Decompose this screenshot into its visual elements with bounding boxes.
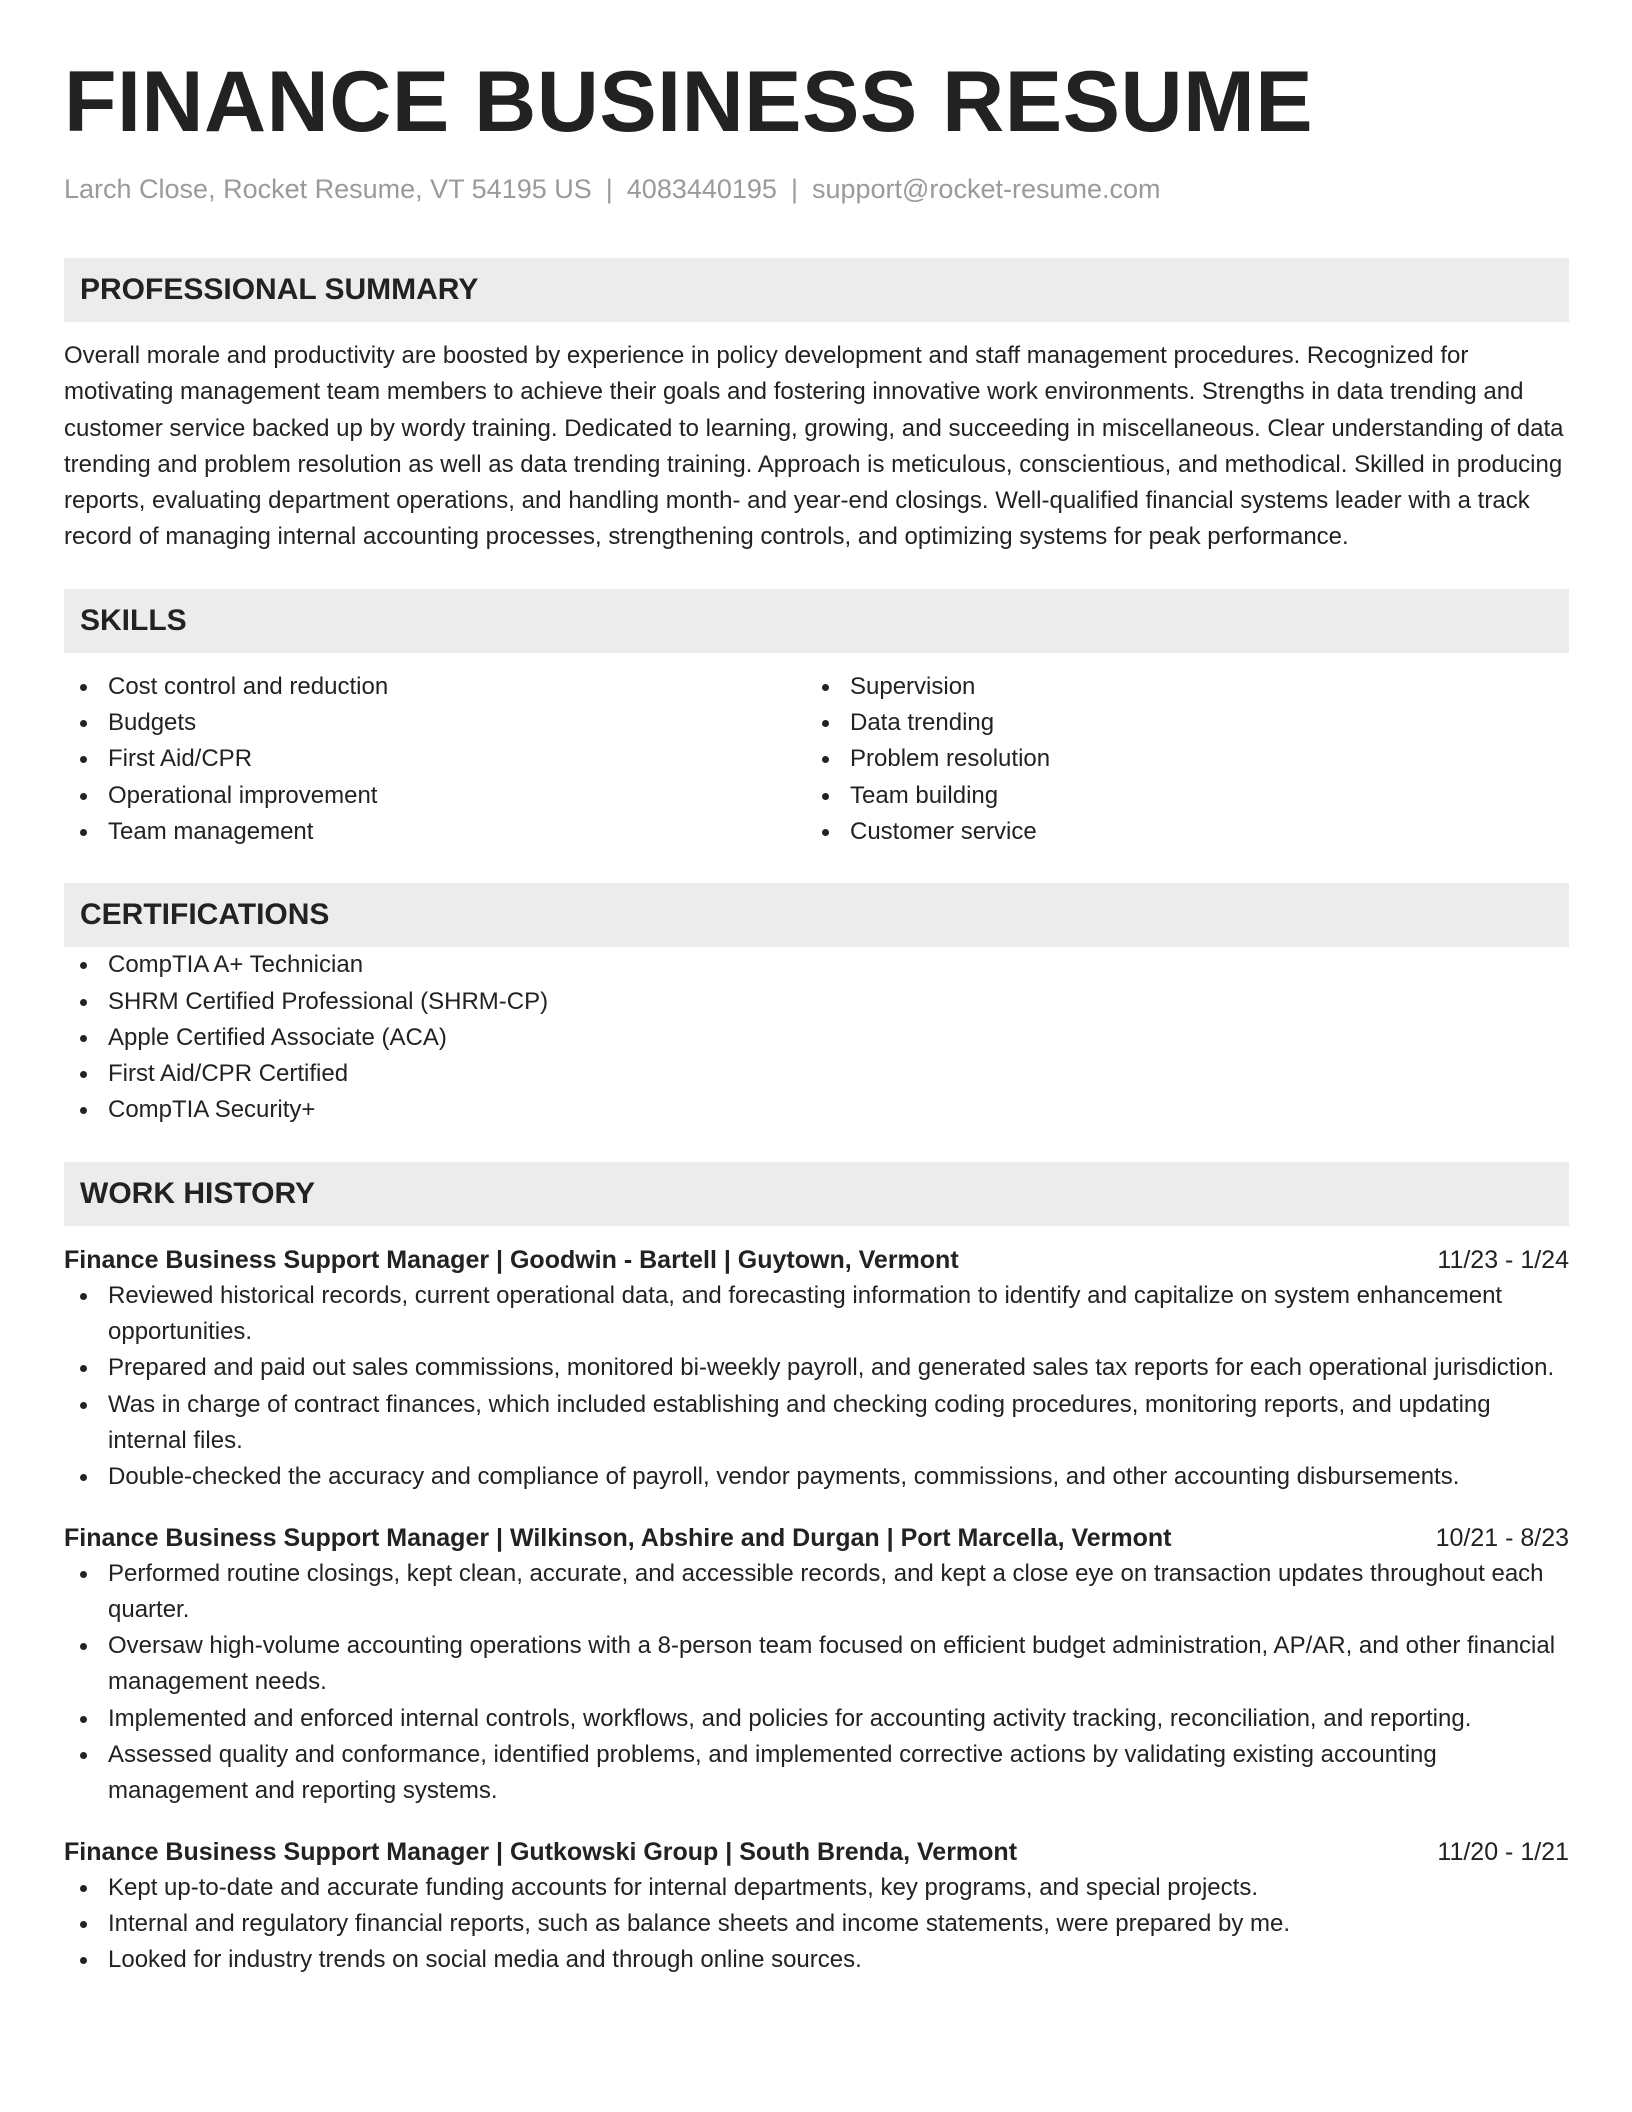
- contact-address: Larch Close, Rocket Resume, VT 54195 US: [64, 174, 592, 204]
- certification-item: Apple Certified Associate (ACA): [64, 1020, 1569, 1056]
- skill-item: Data trending: [806, 705, 1548, 741]
- certifications-list: [64, 947, 1569, 1128]
- job-duty: Assessed quality and conformance, identified problems, and implemented corrective actions by validating existing accounting management and reporting systems.: [64, 1737, 1569, 1810]
- skill-item: Operational improvement: [64, 778, 806, 814]
- job-title: Finance Business Support Manager | Gutkowski Group | South Brenda, Vermont: [64, 1837, 1018, 1866]
- certification-item: CompTIA Security+: [64, 1092, 1569, 1128]
- job-duty: Looked for industry trends on social media and through online sources.: [64, 1942, 1569, 1978]
- job-header: [64, 1242, 1569, 1278]
- job-duty: Oversaw high-volume accounting operations with a 8-person team focused on efficient budget administration, AP/AR, and other financial management needs.: [64, 1628, 1569, 1701]
- skill-item: Team building: [806, 778, 1548, 814]
- job-duty: Double-checked the accuracy and compliance of payroll, vendor payments, commissions, and other accounting disbursements.: [64, 1459, 1569, 1495]
- job-duty: Kept up-to-date and accurate funding accounts for internal departments, key programs, and special projects.: [64, 1870, 1569, 1906]
- certification-item: SHRM Certified Professional (SHRM-CP): [64, 984, 1569, 1020]
- job-duties: [64, 1278, 1569, 1496]
- skill-item: Problem resolution: [806, 741, 1548, 777]
- job-header: [64, 1520, 1569, 1556]
- job-duty: Internal and regulatory financial reports, such as balance sheets and income statements, were prepared by me.: [64, 1906, 1569, 1942]
- job-header: [64, 1834, 1569, 1870]
- summary-text: Overall morale and productivity are boosted by experience in policy development and staff management procedures. Recognized for motivating management team members to achieve their goals and fostering innovative work environments. Strengths in data trending and customer service backed up by wordy training. Dedicated to learning, growing, and succeeding in miscellaneous. Clear understanding of data trending and problem resolution as well as data trending training. Approach is meticulous, conscientious, and methodical. Skilled in producing reports, evaluating department operations, and handling month- and year-end closings. Well-qualified financial systems leader with a track record of managing internal accounting processes, strengthening controls, and optimizing systems for peak performance.: [64, 342, 1564, 551]
- section-heading: WORK HISTORY: [64, 1162, 1569, 1226]
- certification-item: First Aid/CPR Certified: [64, 1056, 1569, 1092]
- job-dates: 11/20 - 1/21: [1437, 1837, 1569, 1866]
- contact-line: [64, 172, 1569, 206]
- skill-item: First Aid/CPR: [64, 741, 806, 777]
- job-title: Finance Business Support Manager | Wilkinson, Abshire and Durgan | Port Marcella, Vermont: [64, 1523, 1172, 1552]
- job-duty: Was in charge of contract finances, which included establishing and checking coding procedures, monitoring reports, and updating internal files.: [64, 1387, 1569, 1460]
- professional-summary-section: [64, 258, 1569, 556]
- contact-email: support@rocket-resume.com: [811, 174, 1161, 204]
- section-heading: SKILLS: [64, 589, 1569, 653]
- skills-section: [64, 589, 1569, 850]
- skill-item: Budgets: [64, 705, 806, 741]
- skill-item: Cost control and reduction: [64, 669, 806, 705]
- work-history-section: [64, 1162, 1569, 1979]
- certification-item: CompTIA A+ Technician: [64, 947, 1569, 983]
- job-title: Finance Business Support Manager | Goodwin - Bartell | Guytown, Vermont: [64, 1245, 959, 1274]
- job-duty: Prepared and paid out sales commissions, monitored bi-weekly payroll, and generated sales tax reports for each operational jurisdiction.: [64, 1350, 1569, 1386]
- job-dates: 11/23 - 1/24: [1437, 1245, 1569, 1274]
- skill-item: Supervision: [806, 669, 1548, 705]
- skills-column-left: [64, 669, 806, 850]
- job-entry: [64, 1520, 1569, 1810]
- job-entry: [64, 1242, 1569, 1496]
- contact-separator: |: [605, 174, 613, 204]
- job-entry: [64, 1834, 1569, 1979]
- skills-column-right: [806, 669, 1548, 850]
- certifications-section: [64, 883, 1569, 1128]
- skills-grid: [64, 669, 1569, 850]
- job-duty: Implemented and enforced internal controls, workflows, and policies for accounting activity tracking, reconciliation, and reporting.: [64, 1701, 1569, 1737]
- resume-page: [64, 0, 1569, 1979]
- contact-separator: |: [790, 174, 798, 204]
- section-heading: PROFESSIONAL SUMMARY: [64, 258, 1569, 322]
- resume-name: FINANCE BUSINESS RESUME: [64, 54, 1314, 150]
- job-duties: [64, 1870, 1569, 1979]
- job-duty: Reviewed historical records, current operational data, and forecasting information to identify and capitalize on system enhancement opportunities.: [64, 1278, 1569, 1351]
- skill-item: Team management: [64, 814, 806, 850]
- job-duties: [64, 1556, 1569, 1810]
- section-heading: CERTIFICATIONS: [64, 883, 1569, 947]
- job-duty: Performed routine closings, kept clean, accurate, and accessible records, and kept a close eye on transaction updates throughout each quarter.: [64, 1556, 1569, 1629]
- contact-phone: 4083440195: [626, 174, 777, 204]
- job-dates: 10/21 - 8/23: [1435, 1523, 1569, 1552]
- skill-item: Customer service: [806, 814, 1548, 850]
